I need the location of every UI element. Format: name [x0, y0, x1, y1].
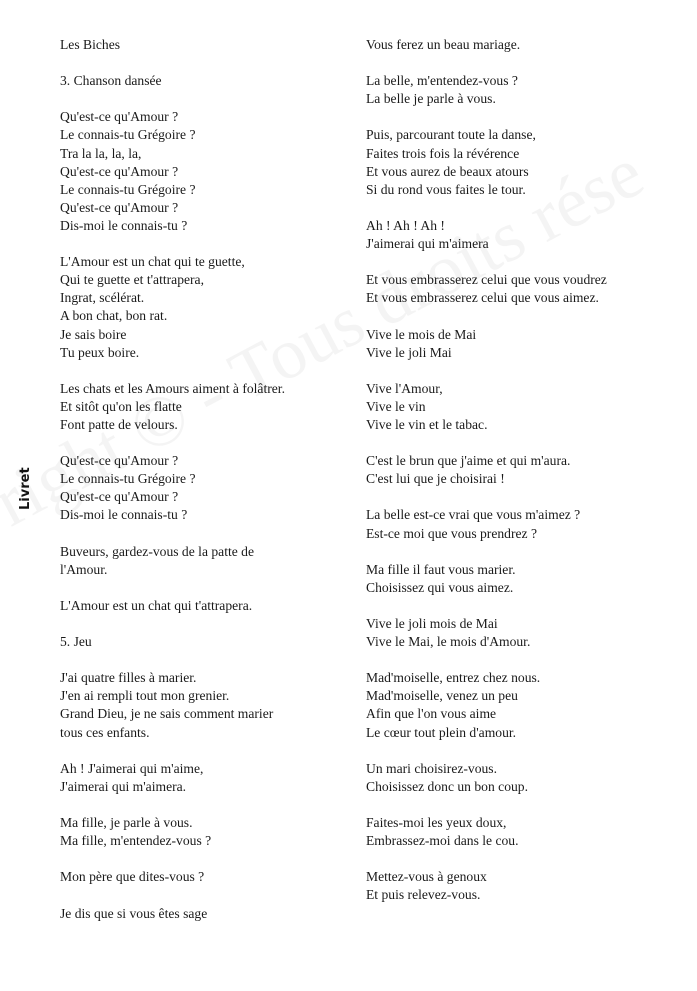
- text-line: Vous ferez un beau mariage.: [366, 37, 521, 52]
- text-line: C'est le brun que j'aime et qui m'aura.: [366, 453, 571, 469]
- text-line: Ingrat, scélérat.: [60, 290, 145, 306]
- text-line: Je dis que si vous êtes sage: [60, 905, 208, 921]
- text-line: Le connais-tu Grégoire ?: [60, 181, 196, 197]
- stanza-gap: [366, 362, 686, 380]
- text-line: Ma fille, je parle à vous.: [60, 815, 193, 831]
- stanza-gap: [366, 796, 686, 814]
- text-line: Ah ! Ah ! Ah !: [366, 217, 445, 233]
- left-text-column: [60, 36, 350, 923]
- stanza: [366, 760, 686, 796]
- text-line: Est-ce moi que vous prendrez ?: [366, 525, 537, 541]
- stanza-gap: [366, 488, 686, 506]
- stanza: [366, 814, 686, 850]
- stanza-gap: [366, 850, 686, 868]
- stanza-gap: [366, 597, 686, 615]
- text-line: Et vous embrasserez celui que vous voudrez: [366, 272, 607, 288]
- stanza-gap: [60, 434, 350, 452]
- stanza-gap: [60, 742, 350, 760]
- stanza: [366, 452, 686, 488]
- stanza: [366, 506, 686, 542]
- stanza: [366, 126, 686, 198]
- stanza-gap: [60, 362, 350, 380]
- stanza: [366, 271, 686, 307]
- stanza-gap: [60, 850, 350, 868]
- text-line: L'Amour est un chat qui t'attrapera.: [60, 597, 253, 613]
- text-line: Le connais-tu Grégoire ?: [60, 127, 196, 143]
- text-line: Faites-moi les yeux doux,: [366, 815, 507, 831]
- stanza: [60, 669, 350, 741]
- text-line: Qu'est-ce qu'Amour ?: [60, 163, 179, 179]
- stanza: [60, 543, 350, 579]
- stanza: [366, 72, 686, 108]
- text-line: Un mari choisirez-vous.: [366, 760, 497, 776]
- stanza: [366, 561, 686, 597]
- text-line: Qui te guette et t'attrapera,: [60, 272, 204, 288]
- text-line: La belle est-ce vrai que vous m'aimez ?: [366, 507, 581, 523]
- text-line: Ma fille, m'entendez-vous ?: [60, 833, 212, 849]
- text-line: Qu'est-ce qu'Amour ?: [60, 109, 179, 125]
- side-tab-label: Livret: [18, 467, 33, 510]
- text-line: Mad'moiselle, venez un peu: [366, 688, 518, 704]
- stanza: [366, 615, 686, 651]
- text-line: La belle, m'entendez-vous ?: [366, 73, 518, 89]
- stanza: [60, 760, 350, 796]
- text-line: 3. Chanson dansée: [60, 73, 162, 89]
- stanza-gap: [366, 543, 686, 561]
- text-line: J'en ai rempli tout mon grenier.: [60, 688, 230, 704]
- stanza: [60, 108, 350, 235]
- text-line: La belle je parle à vous.: [366, 91, 496, 107]
- text-line: Et vous embrasserez celui que vous aimez.: [366, 290, 599, 306]
- stanza-gap: [60, 886, 350, 904]
- stanza: [60, 253, 350, 362]
- stanza-gap: [60, 615, 350, 633]
- text-line: Les chats et les Amours aiment à folâtrer.: [60, 380, 285, 396]
- stanza: [60, 814, 350, 850]
- text-line: Dis-moi le connais-tu ?: [60, 217, 188, 233]
- stanza-gap: [366, 307, 686, 325]
- text-line: Tra la la, la, la,: [60, 145, 142, 161]
- text-line: Qu'est-ce qu'Amour ?: [60, 489, 179, 505]
- stanza: [366, 36, 686, 54]
- text-line: Et puis relevez-vous.: [366, 887, 481, 903]
- stanza: [60, 380, 350, 434]
- text-line: C'est lui que je choisirai !: [366, 471, 505, 487]
- text-line: J'aimerai qui m'aimera: [366, 236, 489, 252]
- text-line: Le connais-tu Grégoire ?: [60, 471, 196, 487]
- text-line: Qu'est-ce qu'Amour ?: [60, 453, 179, 469]
- stanza: [366, 380, 686, 434]
- text-line: Choisissez qui vous aimez.: [366, 579, 514, 595]
- text-line: Vive le joli Mai: [366, 344, 452, 360]
- stanza-gap: [60, 54, 350, 72]
- text-line: tous ces enfants.: [60, 724, 150, 740]
- stanza: [366, 217, 686, 253]
- stanza-gap: [60, 579, 350, 597]
- text-line: Grand Dieu, je ne sais comment marier: [60, 706, 274, 722]
- text-line: Buveurs, gardez-vous de la patte de: [60, 543, 255, 559]
- stanza: [60, 72, 350, 90]
- text-line: J'aimerai qui m'aimera.: [60, 778, 187, 794]
- text-line: Font patte de velours.: [60, 416, 178, 432]
- stanza: [60, 905, 350, 923]
- text-line: Le cœur tout plein d'amour.: [366, 724, 517, 740]
- stanza-gap: [366, 742, 686, 760]
- text-line: Si du rond vous faites le tour.: [366, 181, 526, 197]
- stanza: [60, 597, 350, 615]
- stanza: [366, 669, 686, 741]
- text-line: Qu'est-ce qu'Amour ?: [60, 199, 179, 215]
- text-line: Puis, parcourant toute la danse,: [366, 127, 536, 143]
- stanza-gap: [366, 253, 686, 271]
- text-line: Mettez-vous à genoux: [366, 869, 487, 885]
- stanza-gap: [366, 54, 686, 72]
- stanza-gap: [366, 651, 686, 669]
- text-line: Faites trois fois la révérence: [366, 145, 520, 161]
- text-line: J'ai quatre filles à marier.: [60, 670, 197, 686]
- text-line: Vive le vin et le tabac.: [366, 416, 488, 432]
- stanza: [60, 452, 350, 524]
- stanza-gap: [366, 434, 686, 452]
- text-line: Je sais boire: [60, 326, 127, 342]
- text-line: Dis-moi le connais-tu ?: [60, 507, 188, 523]
- text-line: A bon chat, bon rat.: [60, 308, 168, 324]
- text-line: Embrassez-moi dans le cou.: [366, 833, 519, 849]
- side-tab-livret: [18, 467, 38, 510]
- text-line: Mad'moiselle, entrez chez nous.: [366, 670, 541, 686]
- right-text-column: [366, 36, 686, 905]
- text-line: Les Biches: [60, 37, 121, 52]
- text-line: Vive le mois de Mai: [366, 326, 477, 342]
- text-line: Tu peux boire.: [60, 344, 140, 360]
- stanza-gap: [366, 108, 686, 126]
- stanza-gap: [366, 199, 686, 217]
- stanza: [60, 633, 350, 651]
- text-line: Afin que l'on vous aime: [366, 706, 497, 722]
- stanza-gap: [60, 90, 350, 108]
- stanza: [366, 868, 686, 904]
- stanza-gap: [60, 796, 350, 814]
- stanza: [60, 36, 350, 54]
- text-line: Choisissez donc un bon coup.: [366, 778, 528, 794]
- stanza-gap: [60, 525, 350, 543]
- text-line: Vive le Mai, le mois d'Amour.: [366, 634, 531, 650]
- text-line: Ma fille il faut vous marier.: [366, 561, 516, 577]
- text-line: Mon père que dites-vous ?: [60, 869, 205, 885]
- stanza: [366, 326, 686, 362]
- stanza-gap: [60, 235, 350, 253]
- text-line: L'Amour est un chat qui te guette,: [60, 254, 245, 270]
- text-line: Ah ! J'aimerai qui m'aime,: [60, 760, 204, 776]
- stanza-gap: [60, 651, 350, 669]
- text-line: Vive l'Amour,: [366, 380, 443, 396]
- text-line: 5. Jeu: [60, 634, 92, 650]
- text-line: Vive le vin: [366, 398, 426, 414]
- text-line: Vive le joli mois de Mai: [366, 616, 498, 631]
- text-line: Et vous aurez de beaux atours: [366, 163, 529, 179]
- text-line: l'Amour.: [60, 561, 108, 577]
- stanza: [60, 868, 350, 886]
- text-line: Et sitôt qu'on les flatte: [60, 398, 182, 414]
